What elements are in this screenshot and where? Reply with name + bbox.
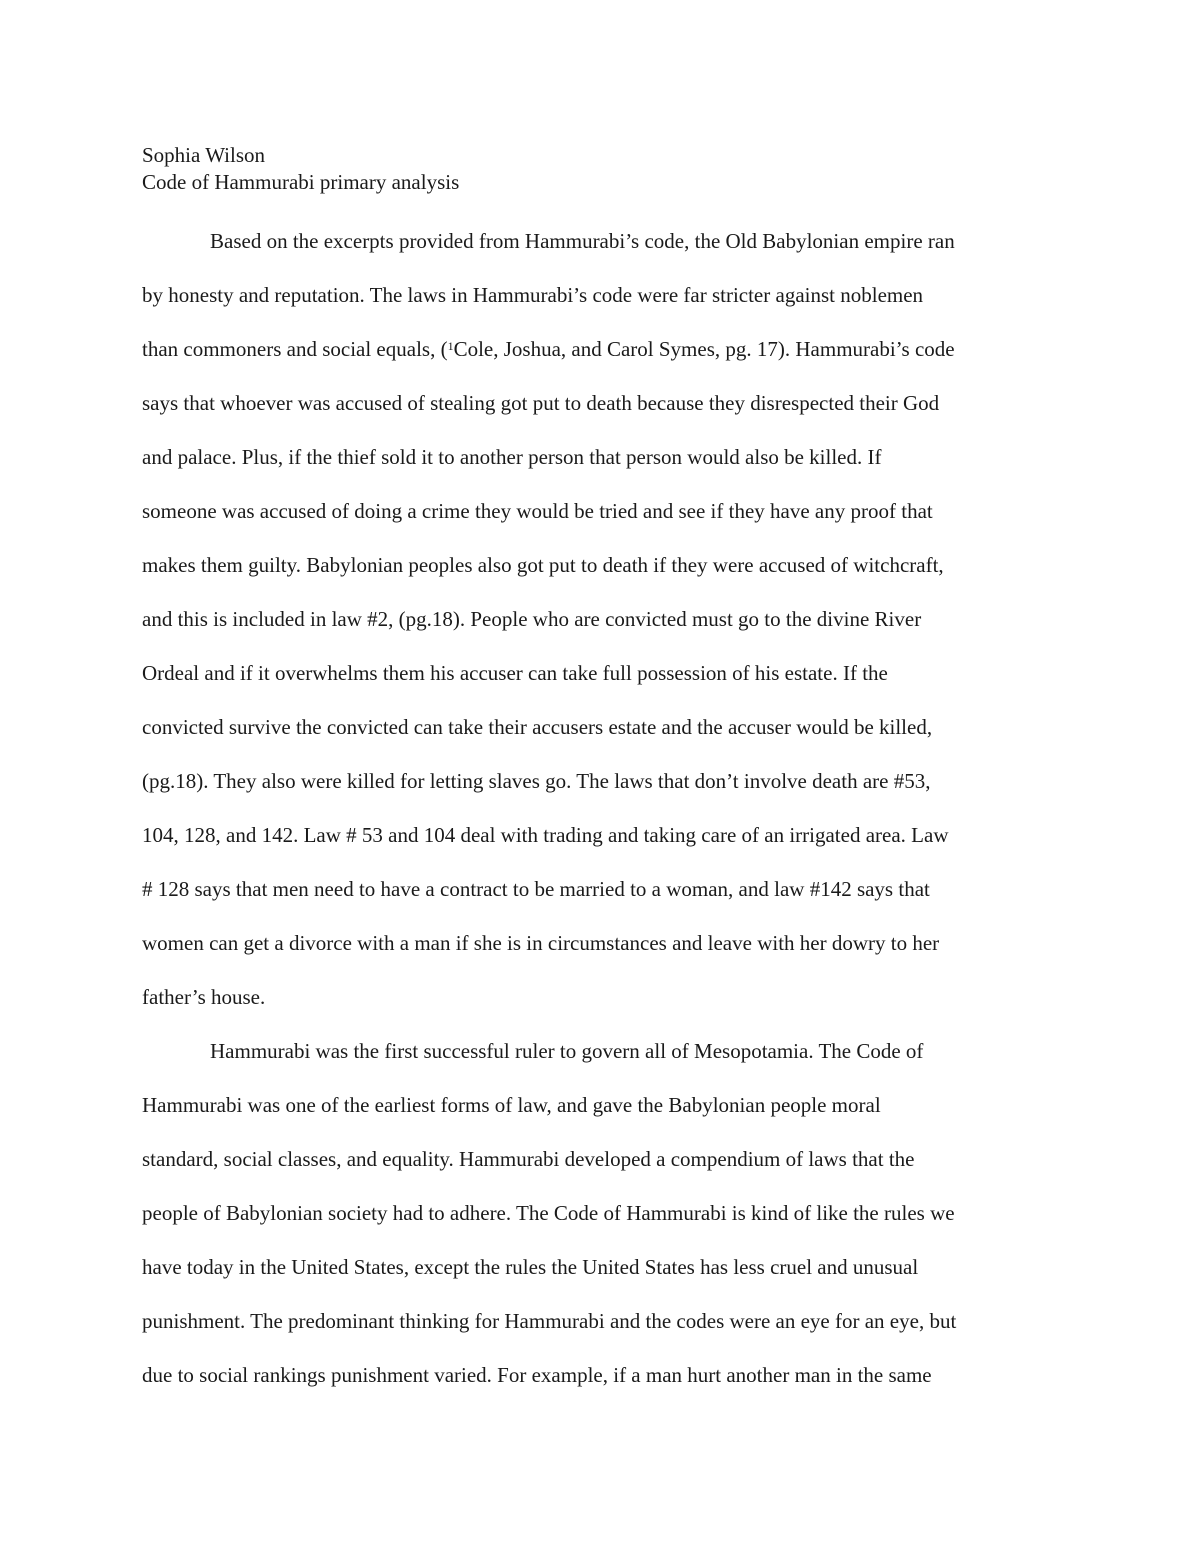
paragraph-line: and this is included in law #2, (pg.18). People who are convicted must go to the divine River <box>142 607 922 631</box>
paragraph-line: have today in the United States, except the rules the United States has less cruel and unusual <box>142 1255 919 1279</box>
paragraph-line: # 128 says that men need to have a contract to be married to a woman, and law #142 says that <box>142 877 930 901</box>
footnote-mark: 1 <box>447 339 454 353</box>
paragraph-line: father’s house. <box>142 985 266 1009</box>
paragraph-line-with-footnote <box>142 322 1062 376</box>
paragraph-line: women can get a divorce with a man if she is in circumstances and leave with her dowry to her <box>142 931 940 955</box>
paragraph-line: Hammurabi was one of the earliest forms of law, and gave the Babylonian people moral <box>142 1093 881 1117</box>
paragraph-line: and palace. Plus, if the thief sold it to another person that person would also be killed. If <box>142 445 882 469</box>
paragraph-line: Hammurabi was the first successful ruler to govern all of Mesopotamia. The Code of <box>210 1039 924 1063</box>
paragraph-2 <box>142 1024 1062 1402</box>
paragraph-line: Based on the excerpts provided from Hammurabi’s code, the Old Babylonian empire ran <box>210 229 955 253</box>
paragraph-line-start: than commoners and social equals, ( <box>142 337 448 361</box>
paragraph-line: punishment. The predominant thinking for Hammurabi and the codes were an eye for an eye, but <box>142 1309 957 1333</box>
paragraph-line: convicted survive the convicted can take their accusers estate and the accuser would be killed, <box>142 715 933 739</box>
paragraph-line: says that whoever was accused of stealing got put to death because they disrespected their God <box>142 391 940 415</box>
paragraph-line: by honesty and reputation. The laws in Hammurabi’s code were far stricter against noblemen <box>142 283 924 307</box>
paragraph-line-end: Cole, Joshua, and Carol Symes, pg. 17). Hammurabi’s code <box>453 337 955 361</box>
paragraph-line: 104, 128, and 142. Law # 53 and 104 deal with trading and taking care of an irrigated area. Law <box>142 823 949 847</box>
paragraph-line: makes them guilty. Babylonian peoples also got put to death if they were accused of witchcraft, <box>142 553 944 577</box>
paragraph-line: standard, social classes, and equality. Hammurabi developed a compendium of laws that the <box>142 1147 915 1171</box>
document-title: Code of Hammurabi primary analysis <box>142 170 460 194</box>
paragraph-1 <box>142 214 1062 1024</box>
paragraph-line: (pg.18). They also were killed for letting slaves go. The laws that don’t involve death are #53, <box>142 769 931 793</box>
paragraph-line: due to social rankings punishment varied. For example, if a man hurt another man in the same <box>142 1363 932 1387</box>
paragraph-line: Ordeal and if it overwhelms them his accuser can take full possession of his estate. If the <box>142 661 888 685</box>
document-body <box>142 142 1062 1402</box>
paragraph-line: people of Babylonian society had to adhere. The Code of Hammurabi is kind of like the rules we <box>142 1201 955 1225</box>
paragraph-line: someone was accused of doing a crime they would be tried and see if they have any proof that <box>142 499 933 523</box>
author-name: Sophia Wilson <box>142 143 266 167</box>
